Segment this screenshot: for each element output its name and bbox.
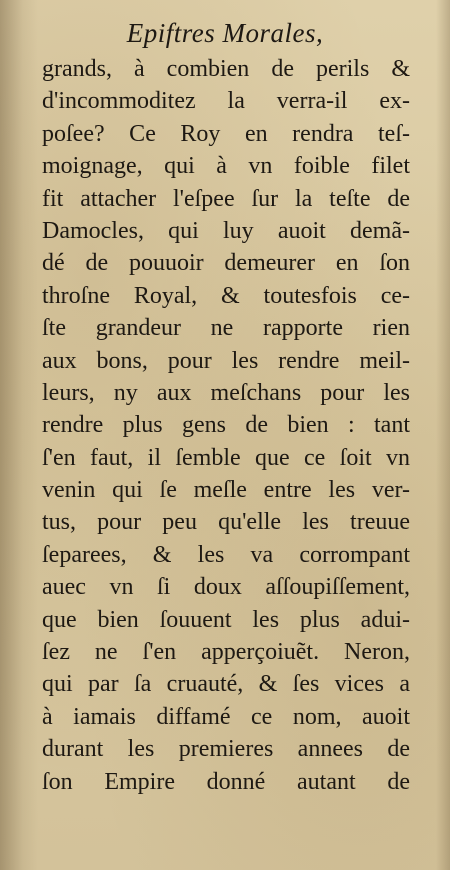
text-line: qui par ſa cruauté, & ſes vices a: [42, 671, 410, 698]
text-line: throſne Royal, & toutesfois ce-: [42, 282, 410, 309]
text-line: tus, pour peu qu'elle les treuue: [42, 509, 410, 536]
text-line: ſez ne ſ'en apperçoiuẽt. Neron,: [42, 639, 410, 666]
text-line: ſeparees, & les va corrompant: [42, 541, 410, 568]
text-line: que bien ſouuent les plus adui-: [42, 606, 410, 633]
body-text: [42, 53, 410, 798]
text-line: fit attacher l'eſpee ſur la teſte de: [42, 185, 410, 212]
text-line: à iamais diffamé ce nom, auoit: [42, 703, 410, 730]
text-line: ſte grandeur ne rapporte rien: [42, 315, 410, 342]
text-line: venin qui ſe meſle entre les ver-: [42, 477, 410, 504]
text-line: rendre plus gens de bien : tant: [42, 412, 410, 439]
page-edge-shadow: [436, 0, 450, 870]
text-line: ſ'en faut, il ſemble que ce ſoit vn: [42, 444, 410, 471]
text-line: poſee? Ce Roy en rendra teſ-: [42, 120, 410, 147]
text-line: durant les premieres annees de: [42, 736, 410, 763]
text-line: leurs, ny aux meſchans pour les: [42, 379, 410, 406]
text-line: dé de pouuoir demeurer en ſon: [42, 250, 410, 277]
text-line: d'incommoditez la verra-il ex-: [42, 88, 410, 115]
text-line: grands, à combien de perils &: [42, 56, 410, 82]
text-line: aux bons, pour les rendre meil-: [42, 347, 410, 374]
running-header: Epiftres Morales,: [126, 18, 324, 48]
text-line: moignage, qui à vn foible filet: [42, 153, 410, 180]
text-line: ſon Empire donné autant de: [42, 768, 410, 795]
text-line: Damocles, qui luy auoit demã-: [42, 217, 410, 244]
text-line: auec vn ſi doux aſſoupiſſement,: [42, 574, 410, 601]
spine-shadow: [0, 0, 38, 870]
